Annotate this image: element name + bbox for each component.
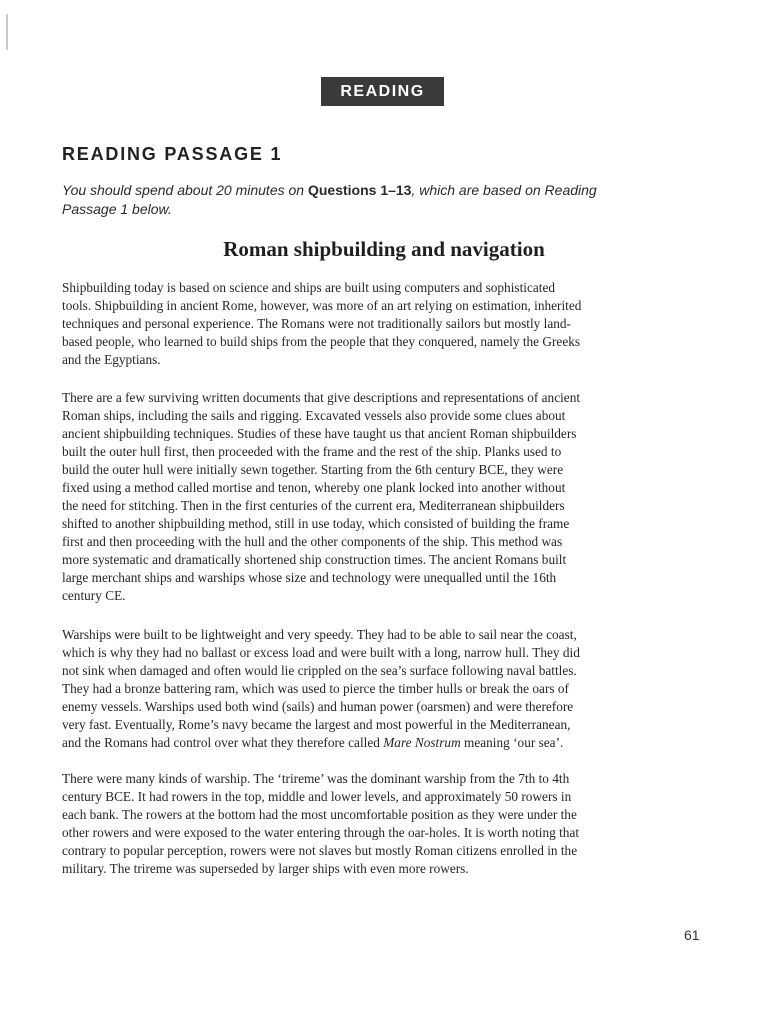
instruction-after: , which are based on Reading [411, 182, 597, 198]
article-title: Roman shipbuilding and navigation [223, 237, 545, 261]
scan-margin-mark [6, 14, 8, 50]
paragraph-line: which is why they had no ballast or excess load and were built with a long, narrow hull. They did [62, 645, 580, 660]
paragraph-line: Shipbuilding today is based on science and ships are built using computers and sophisticated [62, 280, 556, 295]
paragraph-last-line [62, 734, 712, 752]
paragraph-line: century BCE. It had rowers in the top, middle and lower levels, and approximately 50 rowers in [62, 789, 572, 804]
section-badge-label: READING [340, 82, 425, 100]
paragraph-line: large merchant ships and warships whose size and technology were unequalled until the 16th [62, 570, 557, 585]
section-badge [321, 77, 444, 106]
paragraph-line: more systematic and dramatically shortened ship construction times. The ancient Romans built [62, 552, 567, 567]
paragraph-line: Roman ships, including the sails and rigging. Excavated vessels also provide some clues about [62, 408, 566, 423]
paragraph-line: techniques and personal experience. The Romans were not traditionally sailors but mostly land- [62, 316, 571, 331]
paragraph-line: built the outer hull first, then proceeded with the frame and the rest of the ship. Planks used to [62, 444, 562, 459]
paragraph-1 [62, 279, 712, 369]
last-line-text: and the Romans had control over what they therefore called [62, 735, 384, 750]
paragraph-4 [62, 770, 712, 878]
instruction-text [62, 181, 710, 219]
paragraph-line: There are a few surviving written documents that give descriptions and representations of ancient [62, 390, 581, 405]
instruction-before: You should spend about 20 minutes on [62, 182, 308, 198]
paragraph-line: fixed using a method called mortise and tenon, whereby one plank locked into another without [62, 480, 566, 495]
paragraph-line: contrary to popular perception, rowers were not slaves but mostly Roman citizens enrolled in the [62, 843, 578, 858]
paragraph-line: enemy vessels. Warships used both wind (sails) and human power (oarsmen) and were therefore [62, 699, 574, 714]
paragraph-2 [62, 389, 712, 605]
paragraph-line: tools. Shipbuilding in ancient Rome, however, was more of an art relying on estimation, inherited [62, 298, 582, 313]
paragraph-line: not sink when damaged and often would lie crippled on the sea’s surface following naval battles. [62, 663, 577, 678]
instruction-questions: Questions 1–13 [307, 182, 412, 198]
paragraph-line: There were many kinds of warship. The ‘trireme’ was the dominant warship from the 7th to 4th [62, 771, 570, 786]
paragraph-line: shifted to another shipbuilding method, still in use today, which consisted of building the frame [62, 516, 570, 531]
paragraph-line: other rowers and were exposed to the water entering through the oar-holes. It is worth noting that [62, 825, 580, 840]
passage-title: READING PASSAGE 1 [62, 144, 283, 164]
paragraph-line: very fast. Eventually, Rome’s navy became the largest and most powerful in the Mediterranean, [62, 717, 571, 732]
instruction-line-2: Passage 1 below. [62, 201, 172, 217]
paragraph-line: Warships were built to be lightweight and very speedy. They had to be able to sail near the coast, [62, 627, 577, 642]
paragraph-3 [62, 626, 712, 752]
paragraph-line: military. The trireme was superseded by larger ships with even more rowers. [62, 861, 469, 876]
paragraph-line: build the outer hull were initially sewn together. Starting from the 6th century BCE, they were [62, 462, 564, 477]
paragraph-line: and the Egyptians. [62, 352, 161, 367]
paragraph-line: first and then proceeding with the hull and the other components of the ship. This method was [62, 534, 563, 549]
page-number: 61 [684, 927, 700, 943]
paragraph-line: century CE. [62, 588, 126, 603]
paragraph-line: ancient shipbuilding techniques. Studies of these have taught us that ancient Roman shipbuilders [62, 426, 577, 441]
last-line-ending: meaning ‘our sea’. [460, 735, 564, 750]
paragraph-line: each bank. The rowers at the bottom had the most uncomfortable position as they were under the [62, 807, 577, 822]
paragraph-line: based people, who learned to build ships from the people that they conquered, namely the Greeks [62, 334, 581, 349]
paragraph-line: the need for stitching. Then in the first centuries of the current era, Mediterranean shipbuilders [62, 498, 565, 513]
mare-nostrum-term: Mare Nostrum [383, 735, 461, 750]
paragraph-line: They had a bronze battering ram, which was used to pierce the timber hulls or break the oars of [62, 681, 569, 696]
